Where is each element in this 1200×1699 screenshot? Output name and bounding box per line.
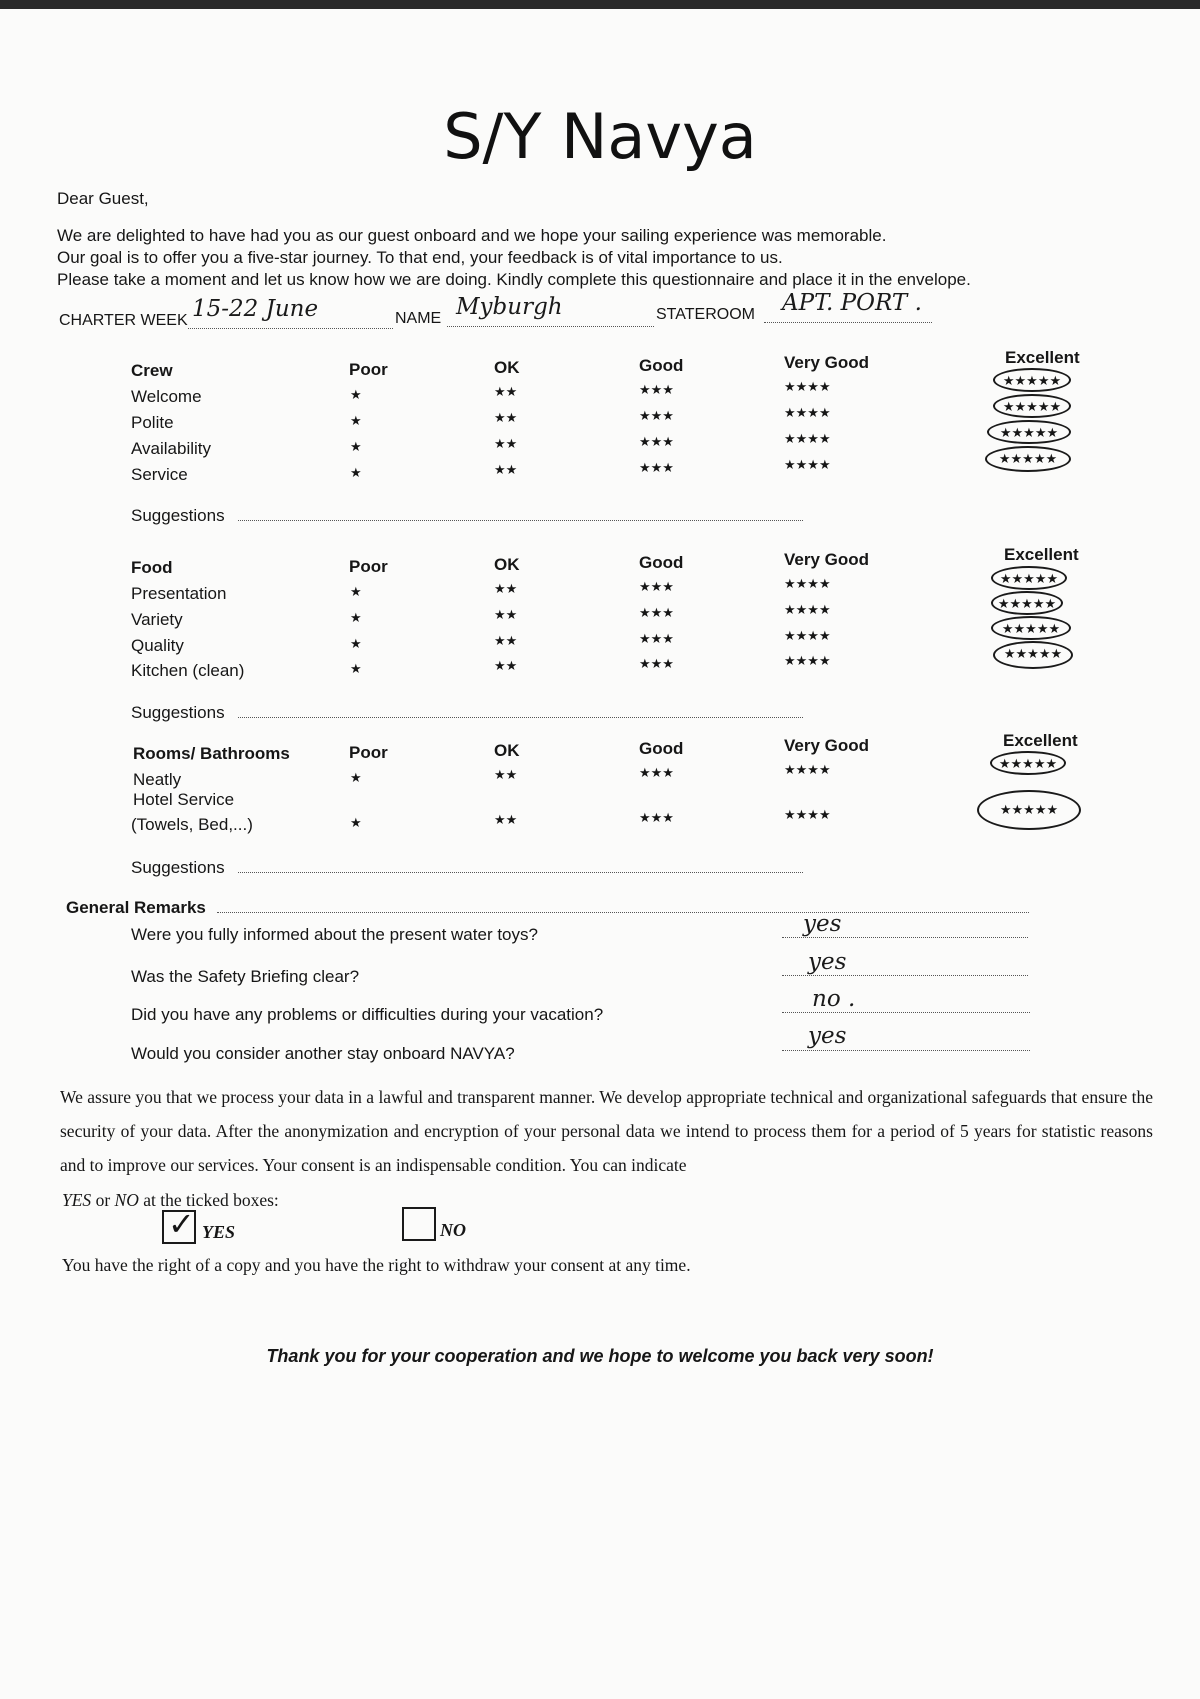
name-line: [447, 326, 654, 327]
name-value[interactable]: Myburgh: [456, 294, 563, 320]
general-remarks-label: General Remarks: [66, 898, 206, 917]
name-label: NAME: [395, 310, 442, 327]
header-very-good: Very Good: [784, 353, 870, 372]
rating-poor[interactable]: ★: [350, 413, 362, 428]
item-label: Quality: [131, 636, 184, 655]
rating-good[interactable]: ★★★: [639, 434, 674, 449]
rating-good[interactable]: ★★★: [639, 631, 674, 646]
item-label: Availability: [131, 439, 212, 458]
charter-week-label: CHARTER WEEK: [59, 312, 188, 329]
rating-very-good[interactable]: ★★★★: [784, 653, 831, 668]
item-label: Service: [131, 465, 188, 484]
rating-good[interactable]: ★★★: [639, 408, 674, 423]
rating-very-good[interactable]: ★★★★: [784, 431, 831, 446]
answer[interactable]: yes: [808, 1023, 847, 1049]
header-ok: OK: [494, 555, 520, 574]
or-word: or: [95, 1190, 111, 1210]
answer[interactable]: yes: [803, 911, 842, 937]
tail-text: at the ticked boxes:: [143, 1190, 279, 1210]
intro-line-2: Our goal is to offer you a five-star journey. To that end, your feedback is of vital importance to us.: [57, 248, 783, 267]
suggestions-label: Suggestions: [131, 703, 225, 722]
answer-line: [782, 937, 1028, 938]
suggestions-line[interactable]: [238, 872, 803, 873]
header-very-good: Very Good: [784, 736, 870, 755]
rating-very-good[interactable]: ★★★★: [784, 807, 831, 822]
rating-good[interactable]: ★★★: [639, 810, 674, 825]
header-poor: Poor: [349, 557, 388, 576]
rating-excellent-circled[interactable]: ★★★★★: [993, 394, 1071, 418]
rating-good[interactable]: ★★★: [639, 765, 674, 780]
rating-ok[interactable]: ★★: [494, 462, 518, 477]
rating-ok[interactable]: ★★: [494, 812, 518, 827]
rating-poor[interactable]: ★: [350, 387, 362, 402]
rating-very-good[interactable]: ★★★★: [784, 379, 831, 394]
rating-very-good[interactable]: ★★★★: [784, 457, 831, 472]
rating-poor[interactable]: ★: [350, 770, 362, 785]
header-good: Good: [639, 553, 684, 572]
question: Would you consider another stay onboard NAVYA?: [131, 1044, 515, 1063]
suggestions-label: Suggestions: [131, 858, 225, 877]
general-remarks-line[interactable]: [217, 912, 1029, 913]
rating-excellent-circled[interactable]: ★★★★★: [991, 616, 1071, 640]
answer-line: [782, 1012, 1030, 1013]
rating-very-good[interactable]: ★★★★: [784, 405, 831, 420]
rating-very-good[interactable]: ★★★★: [784, 602, 831, 617]
rating-ok[interactable]: ★★: [494, 581, 518, 596]
rating-ok[interactable]: ★★: [494, 658, 518, 673]
stateroom-label: STATEROOM: [656, 306, 755, 323]
rating-poor[interactable]: ★: [350, 636, 362, 651]
header-poor: Poor: [349, 360, 388, 379]
item-label-line2: (Towels, Bed,...): [131, 815, 253, 834]
rating-ok[interactable]: ★★: [494, 384, 518, 399]
charter-week-line: [188, 328, 393, 329]
scan-top-border: [0, 0, 1200, 9]
item-label: Kitchen (clean): [131, 661, 245, 680]
rating-ok[interactable]: ★★: [494, 633, 518, 648]
section-title: Crew: [131, 361, 173, 380]
rating-excellent-circled[interactable]: ★★★★★: [991, 566, 1067, 590]
rating-good[interactable]: ★★★: [639, 460, 674, 475]
answer[interactable]: no .: [812, 986, 856, 1012]
rating-excellent-circled[interactable]: ★★★★★: [993, 368, 1071, 392]
rating-excellent-circled[interactable]: ★★★★★: [993, 641, 1073, 669]
rating-excellent-circled[interactable]: ★★★★★: [985, 446, 1071, 472]
rights-text: You have the right of a copy and you have the right to withdraw your consent at any time.: [62, 1255, 691, 1275]
rating-excellent-circled[interactable]: ★★★★★: [991, 591, 1063, 615]
checkmark-icon: ✓: [168, 1205, 195, 1243]
form-title: S/Y Navya: [443, 100, 757, 173]
header-excellent: Excellent: [1004, 545, 1079, 564]
rating-excellent-circled[interactable]: ★★★★★: [987, 420, 1071, 444]
thank-you-line: Thank you for your cooperation and we hope to welcome you back very soon!: [266, 1346, 934, 1366]
greeting: Dear Guest,: [57, 189, 149, 208]
item-label: Hotel Service: [133, 790, 235, 809]
answer[interactable]: yes: [808, 949, 847, 975]
charter-week-value[interactable]: 15-22 June: [192, 296, 319, 322]
consent-no-label: NO: [440, 1220, 466, 1240]
data-notice-paragraph: We assure you that we process your data in a lawful and transparent manner. We develop appropriate technical and organizational safeguards that ensure the security of your data. After the anonymization and encryption of your personal data we intend to process them for a period of 5 years for statistic reasons and to improve our services. Your consent is an indispensable condition. You can indicate: [60, 1087, 1153, 1175]
rating-poor[interactable]: ★: [350, 815, 362, 830]
rating-good[interactable]: ★★★: [639, 605, 674, 620]
header-poor: Poor: [349, 743, 388, 762]
rating-ok[interactable]: ★★: [494, 410, 518, 425]
rating-poor[interactable]: ★: [350, 661, 362, 676]
intro-line-3: Please take a moment and let us know how we are doing. Kindly complete this questionnaire and place it in the envelope.: [57, 270, 971, 289]
rating-poor[interactable]: ★: [350, 584, 362, 599]
rating-poor[interactable]: ★: [350, 465, 362, 480]
rating-poor[interactable]: ★: [350, 610, 362, 625]
consent-yes-label: YES: [202, 1222, 236, 1242]
question: Did you have any problems or difficulties during your vacation?: [131, 1005, 604, 1024]
item-label: Presentation: [131, 584, 227, 603]
header-excellent: Excellent: [1005, 348, 1080, 367]
rating-good[interactable]: ★★★: [639, 656, 674, 671]
rating-poor[interactable]: ★: [350, 439, 362, 454]
suggestions-line[interactable]: [238, 717, 803, 718]
intro-line-1: We are delighted to have had you as our guest onboard and we hope your sailing experience was memorable.: [57, 226, 887, 245]
suggestions-label: Suggestions: [131, 506, 225, 525]
consent-no-checkbox[interactable]: [402, 1207, 436, 1241]
header-very-good: Very Good: [784, 550, 870, 569]
header-excellent: Excellent: [1003, 731, 1078, 750]
header-good: Good: [639, 739, 684, 758]
rating-good[interactable]: ★★★: [639, 579, 674, 594]
question: Was the Safety Briefing clear?: [131, 967, 360, 986]
rating-ok[interactable]: ★★: [494, 607, 518, 622]
no-word: NO: [114, 1190, 139, 1210]
stateroom-line: [764, 322, 932, 323]
answer-line: [782, 975, 1028, 976]
item-label: Variety: [131, 610, 183, 629]
header-good: Good: [639, 356, 684, 375]
rating-very-good[interactable]: ★★★★: [784, 628, 831, 643]
suggestions-line[interactable]: [238, 520, 803, 521]
item-label: Neatly: [133, 770, 182, 789]
answer-line: [782, 1050, 1030, 1051]
rating-excellent-circled[interactable]: ★★★★★: [977, 790, 1081, 830]
header-ok: OK: [494, 741, 520, 760]
rating-very-good[interactable]: ★★★★: [784, 576, 831, 591]
header-ok: OK: [494, 358, 520, 377]
question: Were you fully informed about the present water toys?: [131, 925, 538, 944]
rating-ok[interactable]: ★★: [494, 436, 518, 451]
rating-good[interactable]: ★★★: [639, 382, 674, 397]
item-label: Welcome: [131, 387, 202, 406]
rating-excellent-circled[interactable]: ★★★★★: [990, 751, 1066, 775]
yes-word: YES: [62, 1190, 92, 1210]
section-title: Food: [131, 558, 173, 577]
section-title: Rooms/ Bathrooms: [133, 744, 290, 763]
rating-very-good[interactable]: ★★★★: [784, 762, 831, 777]
item-label: Polite: [131, 413, 174, 432]
stateroom-value[interactable]: APT. PORT .: [782, 290, 922, 316]
rating-ok[interactable]: ★★: [494, 767, 518, 782]
